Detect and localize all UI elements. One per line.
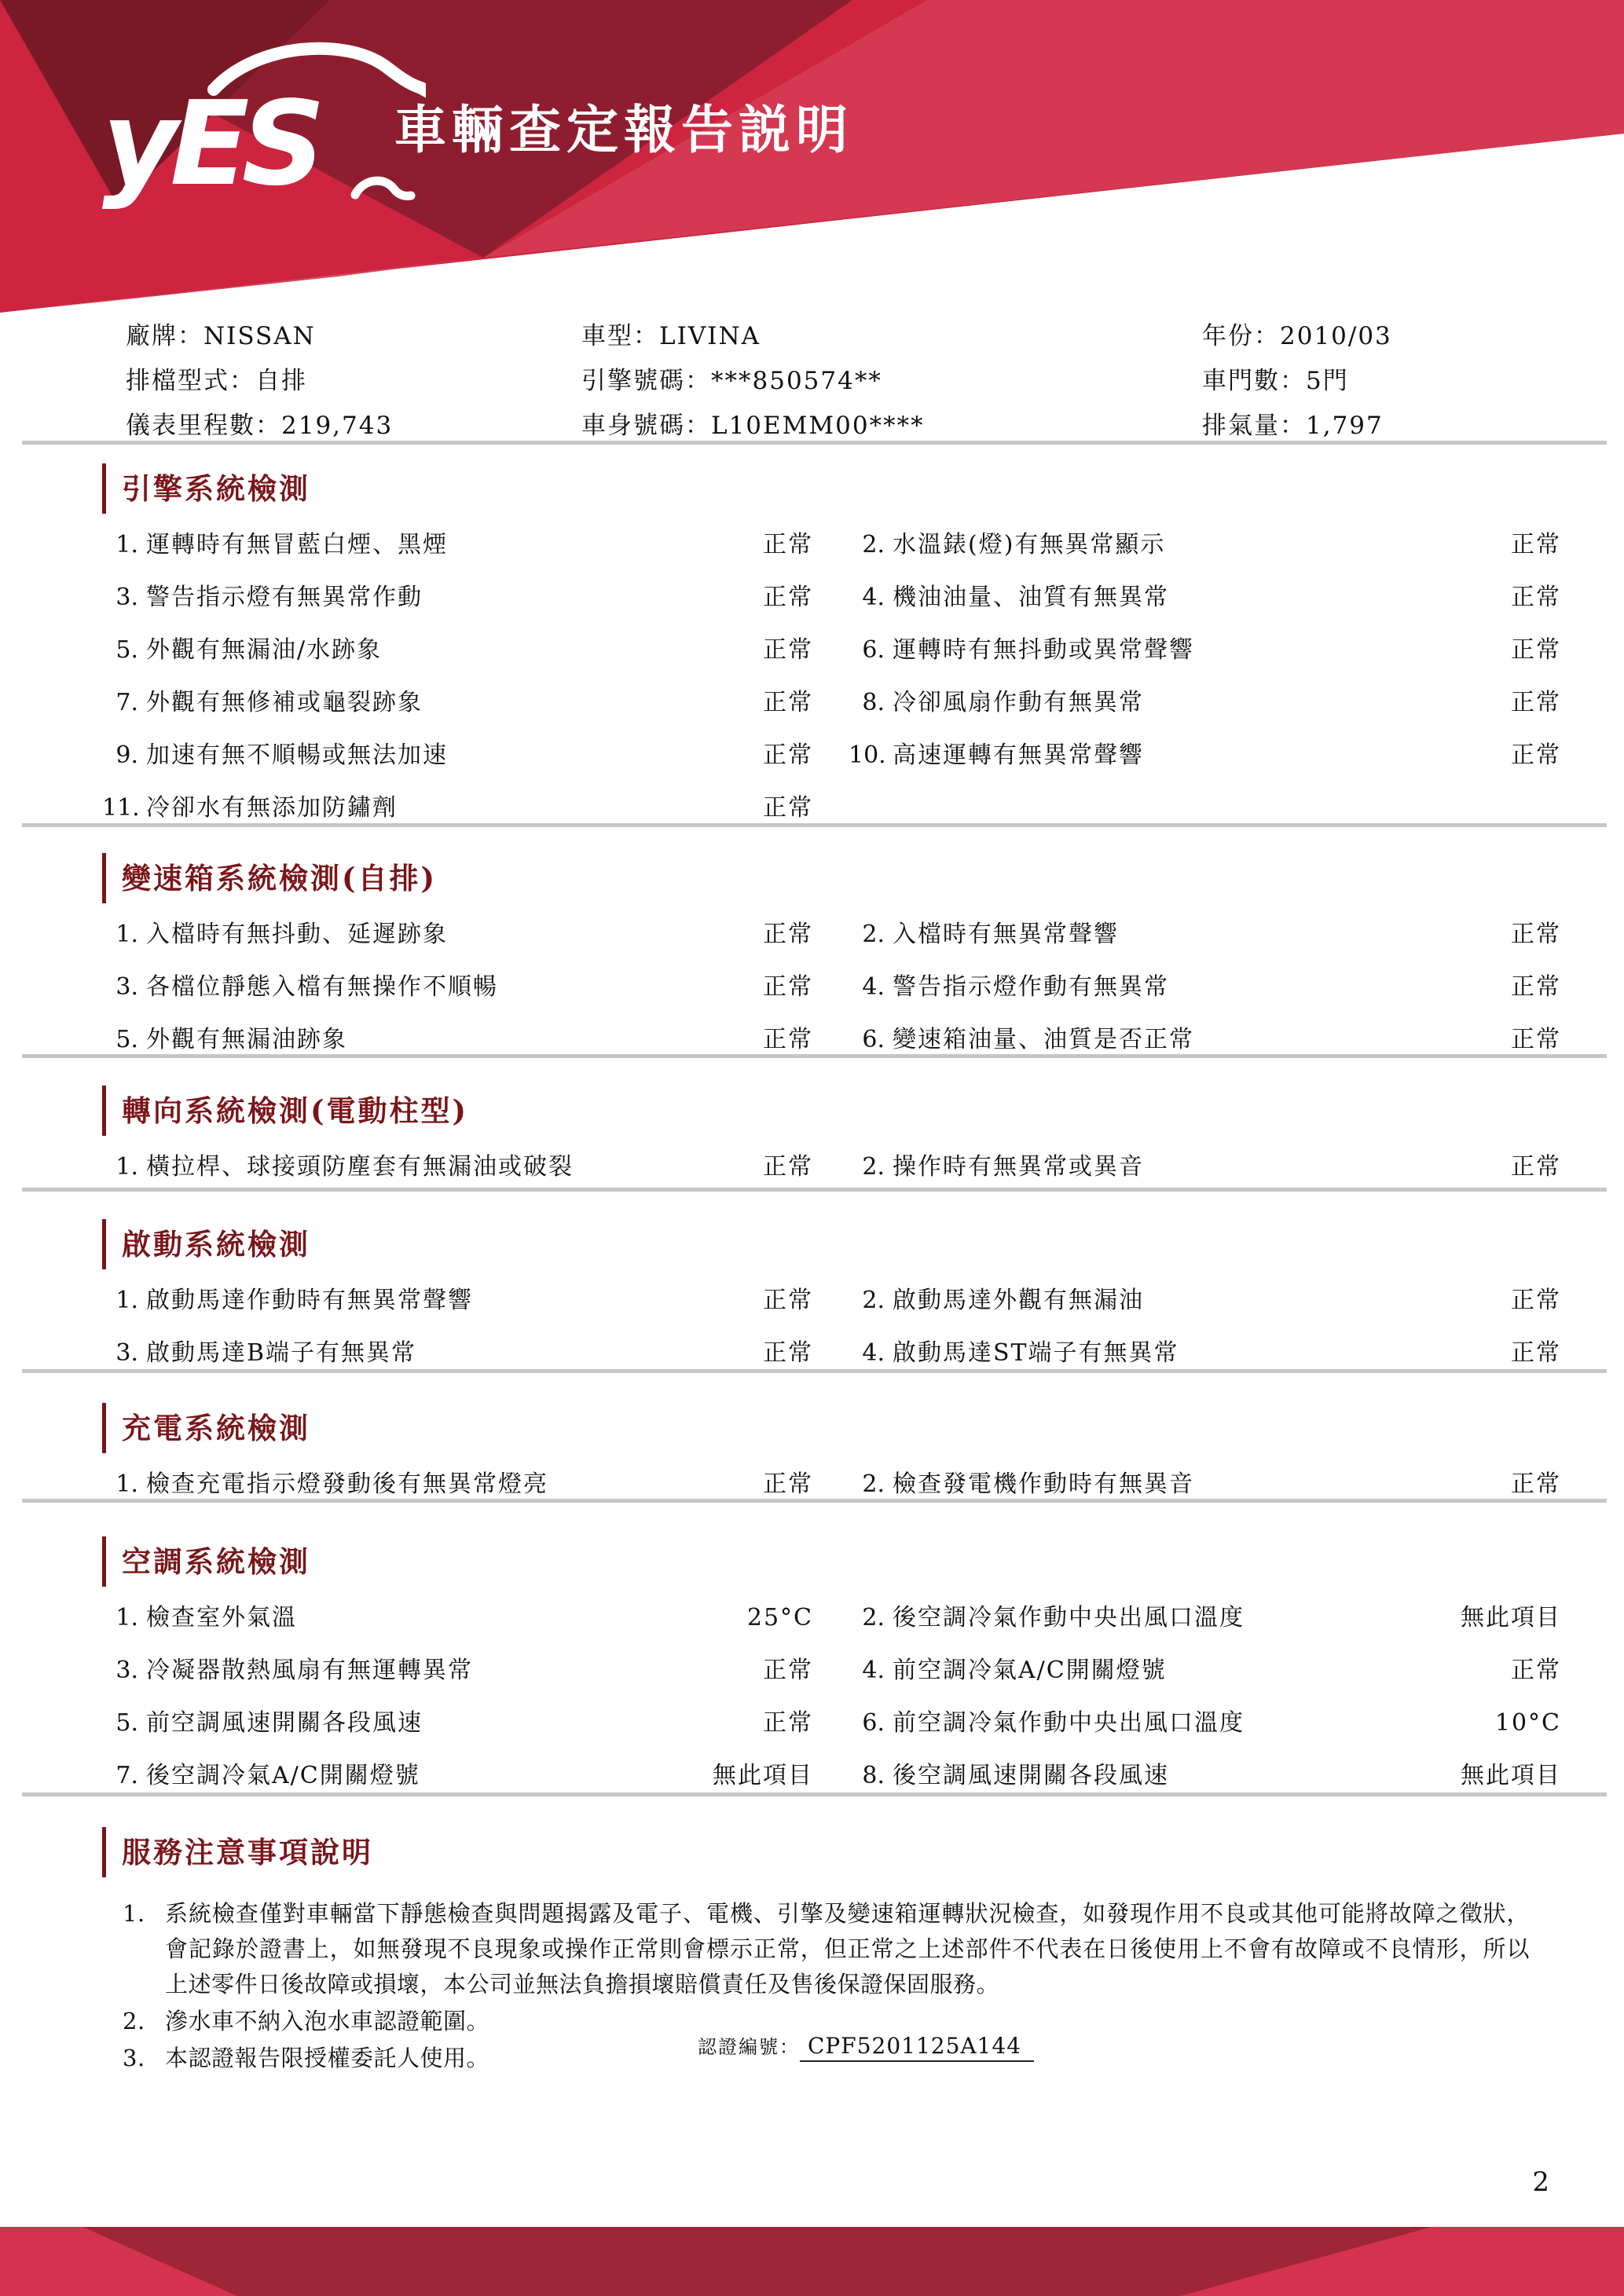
item-status: 正常 — [763, 921, 813, 948]
section-divider — [22, 441, 1607, 445]
item-status: 正常 — [1511, 1339, 1561, 1367]
vehicle-info-field: 儀表里程數：219,743 — [126, 412, 394, 440]
item-number: 7. — [115, 689, 138, 716]
inspection-row — [102, 1027, 1561, 1053]
item-label: 前空調冷氣A/C開關燈號 — [893, 1657, 1167, 1684]
vehicle-info-field: 車門數：5門 — [1202, 367, 1349, 395]
inspection-item — [102, 1658, 813, 1683]
section-aircon — [102, 1536, 1561, 1816]
item-label: 警告指示燈有無異常作動 — [146, 584, 423, 611]
vehicle-info-field: 排檔型式：自排 — [126, 367, 307, 395]
item-status: 正常 — [1511, 973, 1561, 1001]
section-transmission — [102, 853, 1561, 1080]
item-label: 入檔時有無異常聲響 — [893, 921, 1119, 948]
item-label: 後空調冷氣A/C開關燈號 — [146, 1762, 420, 1789]
item-label: 後空調冷氣作動中央出風口溫度 — [893, 1604, 1245, 1631]
inspection-row — [102, 690, 1561, 716]
section-title: 轉向系統檢測(電動柱型) — [102, 1086, 1561, 1136]
item-status: 正常 — [1511, 921, 1561, 948]
item-label: 運轉時有無抖動或異常聲響 — [893, 636, 1194, 664]
item-status: 正常 — [763, 531, 813, 558]
item-status: 正常 — [1511, 1470, 1561, 1498]
vehicle-info-field: 車型：LIVINA — [581, 322, 761, 350]
item-label: 警告指示燈作動有無異常 — [893, 973, 1169, 1001]
item-status: 正常 — [763, 1470, 813, 1498]
section-title: 引擎系統檢測 — [102, 463, 1561, 514]
item-label: 前空調冷氣作動中央出風口溫度 — [893, 1709, 1245, 1737]
vehicle-info-field: 車身號碼：L10EMM00**** — [581, 412, 925, 440]
inspection-item — [102, 638, 813, 663]
item-number: 3. — [115, 1657, 138, 1684]
item-label: 高速運轉有無異常聲響 — [893, 742, 1144, 769]
item-label: 冷凝器散熱風扇有無運轉異常 — [146, 1657, 473, 1684]
item-number: 8. — [862, 1762, 885, 1789]
item-status: 正常 — [1511, 1657, 1561, 1684]
item-label: 啟動馬達外觀有無漏油 — [893, 1287, 1144, 1314]
inspection-item — [102, 1606, 813, 1631]
item-label: 變速箱油量、油質是否正常 — [893, 1026, 1194, 1053]
inspection-item — [102, 1472, 813, 1497]
footer-background-shapes — [0, 2227, 1624, 2296]
vehicle-info — [102, 314, 1561, 449]
certificate-number: CPF5201125A144 — [800, 2033, 1034, 2062]
item-label: 冷卻水有無添加防鏽劑 — [146, 794, 398, 822]
inspection-item — [102, 1288, 813, 1313]
item-status: 正常 — [763, 689, 813, 716]
inspection-row — [102, 1472, 1561, 1497]
item-label: 橫拉桿、球接頭防塵套有無漏油或破裂 — [146, 1153, 574, 1181]
section-title: 空調系統檢測 — [102, 1536, 1561, 1587]
inspection-item — [849, 1341, 1561, 1366]
section-starter — [102, 1219, 1561, 1393]
item-number: 7. — [115, 1762, 138, 1789]
item-status: 正常 — [763, 742, 813, 769]
inspection-row — [102, 1658, 1561, 1683]
inspection-row — [102, 1341, 1561, 1366]
item-status: 正常 — [763, 584, 813, 611]
note-number: 3. — [123, 2045, 145, 2071]
item-label: 運轉時有無冒藍白煙、黑煙 — [146, 531, 448, 558]
item-number: 3. — [115, 1339, 138, 1367]
car-silhouette-wheel — [355, 181, 411, 196]
item-status: 無此項目 — [1461, 1762, 1561, 1789]
inspection-item — [849, 1658, 1561, 1683]
item-number: 4. — [862, 1657, 885, 1684]
item-label: 外觀有無漏油跡象 — [146, 1026, 347, 1053]
item-status: 正常 — [763, 973, 813, 1001]
item-label: 入檔時有無抖動、延遲跡象 — [146, 921, 448, 948]
section-charging — [102, 1403, 1561, 1525]
inspection-item — [102, 1763, 813, 1789]
item-label: 各檔位靜態入檔有無操作不順暢 — [146, 973, 498, 1001]
inspection-item — [102, 1155, 813, 1180]
item-number: 5. — [115, 1709, 138, 1737]
inspection-item — [102, 796, 813, 821]
item-label: 操作時有無異常或異音 — [893, 1153, 1144, 1181]
item-label: 檢查充電指示燈發動後有無異常燈亮 — [146, 1470, 548, 1498]
inspection-row — [102, 922, 1561, 947]
item-number: 5. — [115, 1026, 138, 1053]
item-status: 10°C — [1494, 1709, 1561, 1737]
inspection-row — [102, 585, 1561, 610]
item-status: 正常 — [1511, 1026, 1561, 1053]
vehicle-info-field: 年份：2010/03 — [1202, 322, 1392, 350]
item-status: 25°C — [746, 1604, 813, 1631]
item-label: 加速有無不順暢或無法加速 — [146, 742, 448, 769]
item-number: 2. — [862, 1604, 885, 1631]
item-status: 正常 — [1511, 742, 1561, 769]
item-number: 2. — [862, 1287, 885, 1314]
inspection-item — [102, 533, 813, 558]
item-number: 2. — [862, 531, 885, 558]
page-title: 車輛查定報告説明 — [394, 100, 853, 160]
inspection-item — [849, 922, 1561, 947]
section-engine — [102, 463, 1561, 848]
item-status: 正常 — [1511, 1153, 1561, 1181]
item-label: 檢查室外氣溫 — [146, 1604, 297, 1631]
item-label: 水溫錶(燈)有無異常顯示 — [893, 531, 1166, 558]
vehicle-info-field: 排氣量：1,797 — [1202, 412, 1384, 440]
item-number: 6. — [862, 636, 885, 664]
inspection-item — [102, 1711, 813, 1736]
inspection-item — [102, 1341, 813, 1366]
item-number: 5. — [115, 636, 138, 664]
item-status: 正常 — [763, 636, 813, 664]
inspection-row — [102, 1711, 1561, 1736]
item-status: 正常 — [1511, 689, 1561, 716]
item-status: 正常 — [763, 1153, 813, 1181]
note-item — [102, 1896, 1561, 2002]
logo-text: yES — [102, 76, 318, 211]
inspection-item — [102, 975, 813, 1000]
inspection-item — [849, 1288, 1561, 1313]
item-status: 無此項目 — [1461, 1604, 1561, 1631]
certificate-number-line — [698, 2031, 1034, 2059]
item-number: 8. — [862, 689, 885, 716]
footer-banner — [0, 2227, 1624, 2296]
item-label: 機油油量、油質有無異常 — [893, 584, 1169, 611]
item-label: 外觀有無漏油/水跡象 — [146, 636, 383, 664]
yes-logo — [96, 41, 426, 229]
item-number: 4. — [862, 584, 885, 611]
inspection-row — [102, 743, 1561, 768]
item-status: 正常 — [763, 1026, 813, 1053]
item-status: 正常 — [763, 1339, 813, 1367]
inspection-row — [102, 1155, 1561, 1180]
vehicle-info-row — [102, 359, 1561, 404]
inspection-item — [849, 690, 1561, 716]
note-text: 滲水車不納入泡水車認證範圍。 — [165, 2008, 490, 2034]
item-status: 正常 — [763, 1657, 813, 1684]
certificate-label: 認證編號： — [698, 2036, 800, 2058]
inspection-item — [849, 743, 1561, 768]
inspection-row — [102, 975, 1561, 1000]
inspection-item — [849, 1027, 1561, 1053]
inspection-item — [849, 533, 1561, 558]
vehicle-info-field: 廠牌：NISSAN — [126, 322, 316, 350]
note-text: 系統檢查僅對車輛當下靜態檢查與問題揭露及電子、電機、引擎及變速箱運轉狀況檢查，如發現作用不良或其他可能將故障之徵狀，會記錄於證書上，如無發現不良現象或操作正常則會標示正常，但正常之上述部件不代表在日後使用上不會有故障或不良情形，所以上述零件日後故障或損壞，本公司並無法負擔損壞賠償責任及售後保證保固服務。 — [165, 1900, 1530, 1998]
item-status: 正常 — [763, 1287, 813, 1314]
inspection-item — [849, 638, 1561, 663]
item-number: 2. — [862, 1470, 885, 1498]
item-number: 2. — [862, 1153, 885, 1181]
item-number: 1. — [115, 921, 138, 948]
item-label: 檢查發電機作動時有無異音 — [893, 1470, 1194, 1498]
inspection-item — [849, 1472, 1561, 1497]
inspection-item — [102, 585, 813, 610]
inspection-row — [102, 638, 1561, 663]
item-number: 3. — [115, 973, 138, 1001]
note-number: 2. — [123, 2008, 145, 2034]
item-number: 1. — [115, 1470, 138, 1498]
item-number: 11. — [102, 794, 140, 822]
inspection-row — [102, 533, 1561, 558]
page-number: 2 — [1532, 2166, 1549, 2198]
item-status: 正常 — [1511, 1287, 1561, 1314]
item-number: 6. — [862, 1026, 885, 1053]
item-number: 4. — [862, 973, 885, 1001]
item-label: 外觀有無修補或龜裂跡象 — [146, 689, 423, 716]
item-status: 無此項目 — [713, 1762, 813, 1789]
item-number: 3. — [115, 584, 138, 611]
item-number: 6. — [862, 1709, 885, 1737]
item-label: 啟動馬達B端子有無異常 — [146, 1339, 417, 1367]
item-number: 9. — [115, 742, 138, 769]
inspection-row — [102, 1763, 1561, 1789]
section-title: 服務注意事項說明 — [102, 1827, 1561, 1877]
inspection-item — [849, 1606, 1561, 1631]
vehicle-info-row — [102, 314, 1561, 359]
note-number: 1. — [123, 1900, 145, 1927]
item-number: 4. — [862, 1339, 885, 1367]
item-label: 啟動馬達ST端子有無異常 — [893, 1339, 1179, 1367]
inspection-item — [102, 922, 813, 947]
inspection-item — [849, 585, 1561, 610]
item-label: 冷卻風扇作動有無異常 — [893, 689, 1144, 716]
item-number: 1. — [115, 531, 138, 558]
item-number: 10. — [849, 742, 886, 769]
inspection-row — [102, 1606, 1561, 1631]
item-label: 啟動馬達作動時有無異常聲響 — [146, 1287, 473, 1314]
item-status: 正常 — [1511, 531, 1561, 558]
item-status: 正常 — [1511, 636, 1561, 664]
section-steering — [102, 1086, 1561, 1207]
item-number: 1. — [115, 1153, 138, 1181]
section-title: 充電系統檢測 — [102, 1403, 1561, 1453]
item-number: 1. — [115, 1287, 138, 1314]
inspection-item — [849, 1711, 1561, 1736]
item-number: 1. — [115, 1604, 138, 1631]
item-label: 後空調風速開關各段風速 — [893, 1762, 1169, 1789]
note-text: 本認證報告限授權委託人使用。 — [165, 2045, 490, 2071]
item-label: 前空調風速開關各段風速 — [146, 1709, 423, 1737]
item-number: 2. — [862, 921, 885, 948]
section-title: 變速箱系統檢測(自排) — [102, 853, 1561, 903]
item-status: 正常 — [763, 794, 813, 822]
inspection-row — [102, 1288, 1561, 1313]
header-banner — [0, 0, 1624, 330]
item-status: 正常 — [763, 1709, 813, 1737]
section-title: 啟動系統檢測 — [102, 1219, 1561, 1269]
inspection-item — [849, 1155, 1561, 1180]
inspection-item — [849, 975, 1561, 1000]
inspection-item — [849, 1763, 1561, 1789]
inspection-item — [102, 690, 813, 716]
inspection-row — [102, 796, 1561, 821]
inspection-item — [102, 743, 813, 768]
inspection-item — [102, 1027, 813, 1053]
vehicle-info-field: 引擎號碼：***850574** — [581, 367, 882, 395]
item-status: 正常 — [1511, 584, 1561, 611]
